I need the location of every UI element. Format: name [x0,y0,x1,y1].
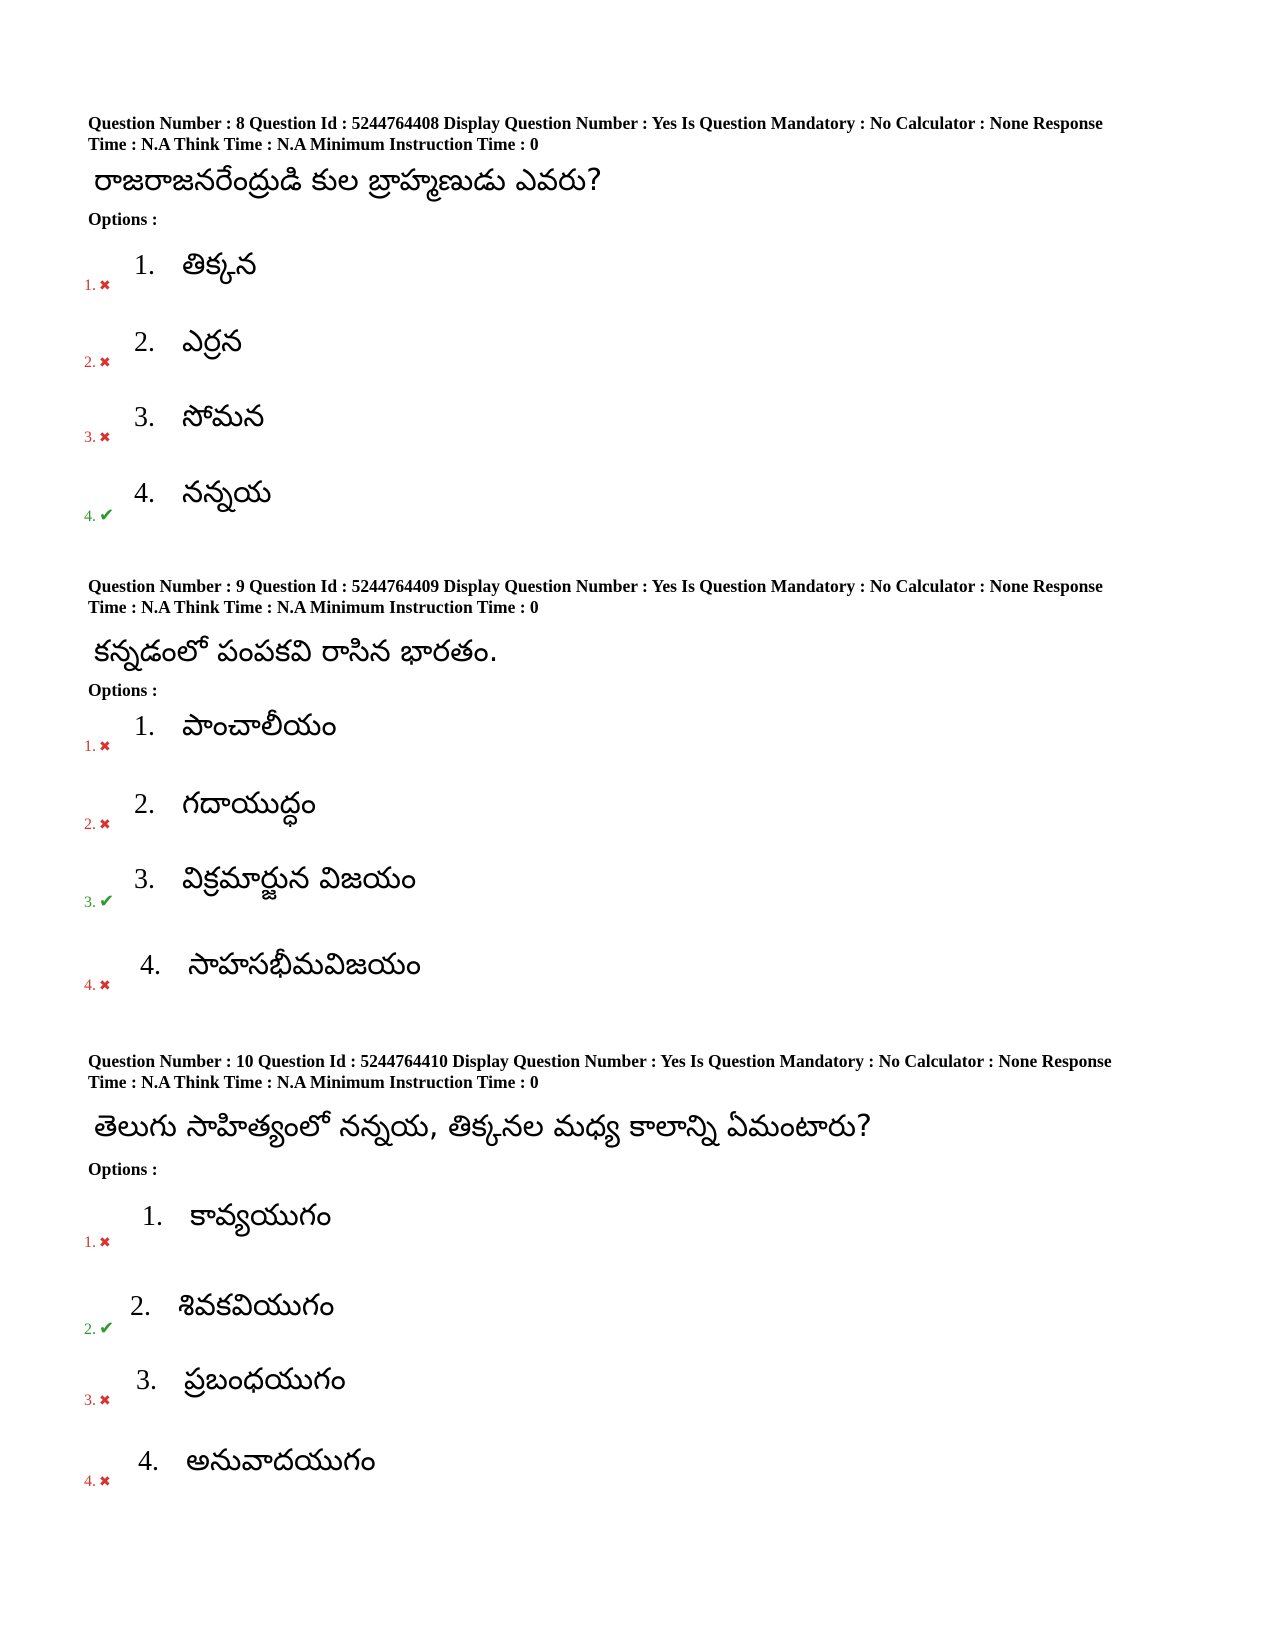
option-text: సోమన [182,399,265,434]
cross-icon: ✖ [99,355,111,371]
question-meta [88,576,1188,618]
option-body [134,245,257,286]
option-text: శివకవియుగం [178,1288,335,1323]
option-marker-number: 4. [84,508,96,525]
cross-icon: ✖ [99,739,111,755]
option-marker [84,1473,111,1491]
option-number: 2. [134,789,155,820]
question-meta-line2: Time : N.A Think Time : N.A Minimum Instruction Time : 0 [88,134,539,154]
option-marker-number: 4. [84,1473,96,1490]
option-body [142,1196,331,1237]
question-meta [88,113,1188,155]
option-text: సాహసభీమవిజయం [188,947,422,982]
option-marker-number: 2. [84,1321,96,1338]
option-body [134,706,337,747]
option-row [84,473,984,533]
check-icon: ✔ [99,505,115,526]
option-marker-number: 3. [84,429,96,446]
option-marker [84,1234,111,1252]
option-text: ప్రబంధయుగం [184,1362,346,1397]
cross-icon: ✖ [99,1474,111,1490]
option-row [84,706,984,766]
option-body [134,784,316,825]
option-body [140,945,421,986]
cross-icon: ✖ [99,1235,111,1251]
cross-icon: ✖ [99,1393,111,1409]
option-marker [84,977,111,995]
option-row [84,1286,984,1346]
option-number: 2. [134,327,155,358]
option-number: 3. [134,864,155,895]
cross-icon: ✖ [99,978,111,994]
option-marker [84,505,114,526]
question-meta [88,1051,1188,1093]
option-number: 4. [138,1446,159,1477]
question-meta-line2: Time : N.A Think Time : N.A Minimum Instruction Time : 0 [88,597,539,617]
option-number: 2. [130,1291,151,1322]
option-marker [84,354,111,372]
option-body [134,859,416,900]
option-number: 3. [136,1365,157,1396]
option-number: 3. [134,402,155,433]
option-marker-number: 4. [84,977,96,994]
option-marker-number: 2. [84,816,96,833]
option-text: ఎర్రన [182,324,243,359]
option-marker-number: 2. [84,354,96,371]
option-body [138,1441,376,1482]
question-meta-line1: Question Number : 10 Question Id : 5244764410 Display Question Number : Yes Is Question Mandatory : No Calculator : None Response [88,1051,1112,1071]
option-row [84,945,984,1005]
option-marker-number: 1. [84,738,96,755]
option-number: 1. [142,1201,163,1232]
option-text: పాంచాలీయం [182,708,337,743]
option-marker [84,1318,114,1339]
option-body [134,397,264,438]
option-marker-number: 1. [84,1234,96,1251]
option-row [84,1441,984,1501]
option-text: గదాయుద్ధం [182,786,317,821]
question-text: కన్నడంలో పంపకవి రాసిన భారతం. [94,634,499,669]
option-body [130,1286,334,1327]
question-text: తెలుగు సాహిత్యంలో నన్నయ, తిక్కనల మధ్య కాలాన్ని ఏమంటారు? [94,1109,872,1144]
option-marker [84,738,111,756]
question-block [88,113,1188,230]
option-marker [84,429,111,447]
option-row [84,784,984,844]
option-row [84,397,984,457]
option-body [136,1360,346,1401]
option-text: అనువాదయుగం [186,1443,376,1478]
cross-icon: ✖ [99,430,111,446]
option-number: 1. [134,711,155,742]
option-text: తిక్కన [182,247,257,282]
option-number: 1. [134,250,155,281]
option-row [84,322,984,382]
question-block [88,576,1188,701]
check-icon: ✔ [99,891,115,912]
option-marker-number: 3. [84,894,96,911]
question-meta-line2: Time : N.A Think Time : N.A Minimum Instruction Time : 0 [88,1072,539,1092]
option-marker [84,277,111,295]
cross-icon: ✖ [99,278,111,294]
option-row [84,245,984,305]
question-text: రాజరాజనరేంద్రుడి కుల బ్రాహ్మణుడు ఎవరు? [94,163,603,198]
options-label: Options : [88,680,158,700]
question-block [88,1051,1188,1180]
option-marker [84,891,114,912]
option-text: నన్నయ [182,475,272,510]
option-body [134,473,272,514]
question-meta-line1: Question Number : 9 Question Id : 5244764409 Display Question Number : Yes Is Question Mandatory : No Calculator : None Response [88,576,1103,596]
option-text: విక్రమార్జున విజయం [182,861,417,896]
option-marker-number: 1. [84,277,96,294]
option-row [84,1196,984,1256]
option-marker [84,816,111,834]
option-marker-number: 3. [84,1392,96,1409]
question-meta-line1: Question Number : 8 Question Id : 5244764408 Display Question Number : Yes Is Question Mandatory : No Calculator : None Response [88,113,1103,133]
check-icon: ✔ [99,1318,115,1339]
options-label: Options : [88,1159,158,1179]
option-row [84,859,984,919]
option-number: 4. [134,478,155,509]
cross-icon: ✖ [99,817,111,833]
option-row [84,1360,984,1420]
option-text: కావ్యయుగం [190,1198,332,1233]
option-number: 4. [140,950,161,981]
options-label: Options : [88,209,158,229]
option-body [134,322,242,363]
option-marker [84,1392,111,1410]
